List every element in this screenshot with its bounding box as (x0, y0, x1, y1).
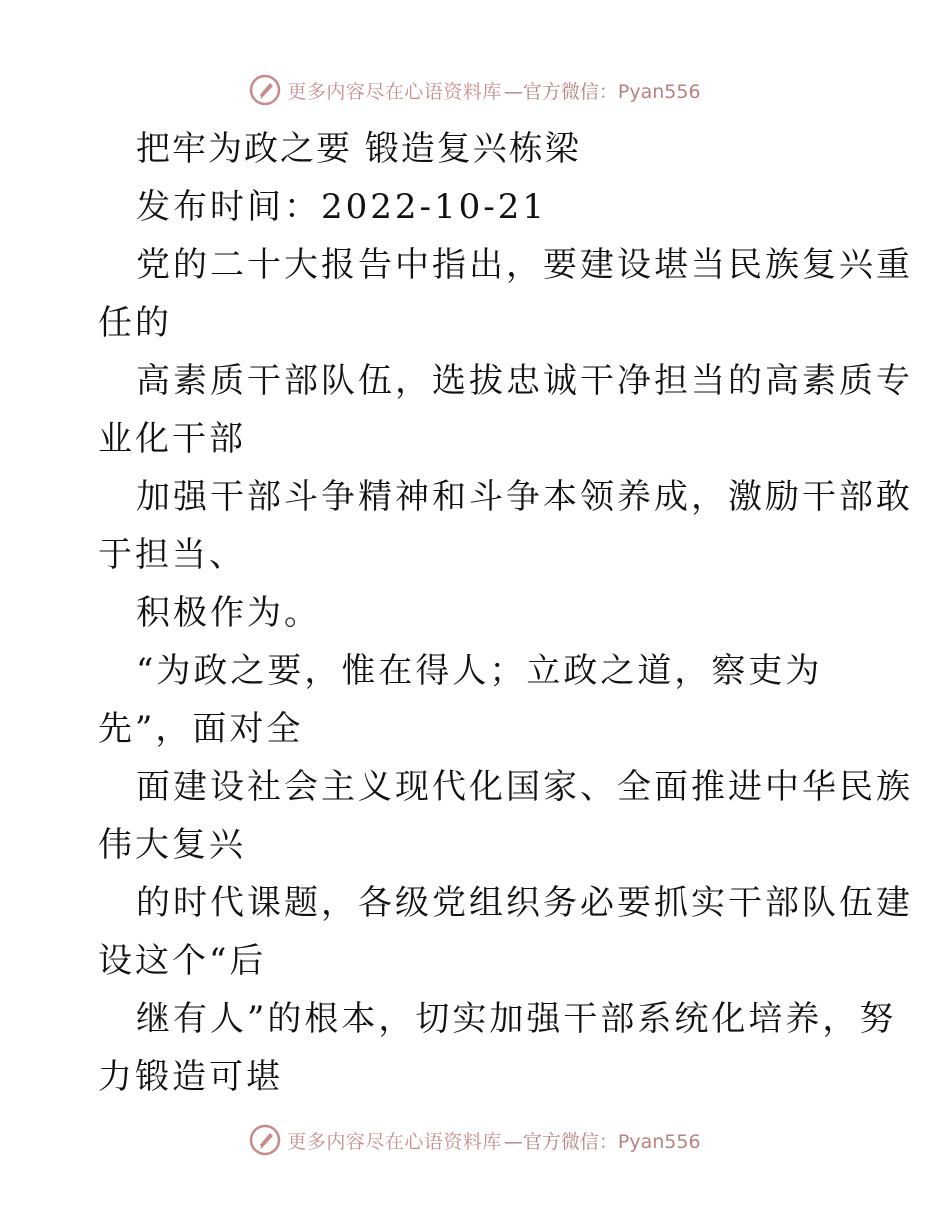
watermark-wechat: —官方微信：Pyan556 (503, 1130, 701, 1153)
paragraph-line: 于担当、 (98, 535, 246, 575)
paragraph-line: 积极作为。 (136, 593, 321, 633)
paragraph-line: 高素质干部队伍，选拔忠诚干净担当的高素质专 (136, 361, 913, 401)
paragraph-line: 先”，面对全 (98, 709, 304, 749)
paragraph-line: “为政之要，惟在得人；立政之道，察吏为 (136, 651, 823, 691)
paragraph-line: 伟大复兴 (98, 825, 246, 865)
watermark-wechat: —官方微信：Pyan556 (503, 80, 701, 103)
pen-circle-logo-icon (249, 1124, 281, 1156)
document-body (98, 120, 913, 1106)
watermark-text: 更多内容尽在心语资料库 (287, 1130, 502, 1153)
paragraph-line: 业化干部 (98, 419, 246, 459)
paragraph-line: 加强干部斗争精神和斗争本领养成，激励干部敢 (136, 477, 913, 517)
footer-watermark (0, 1120, 950, 1160)
paragraph-line: 力锻造可堪 (98, 1057, 283, 1097)
paragraph-line: 任的 (98, 303, 172, 343)
pen-circle-logo-icon (249, 74, 281, 106)
paragraph-line: 继有人”的根本，切实加强干部系统化培养，努 (136, 999, 897, 1039)
paragraph-line: 的时代课题，各级党组织务必要抓实干部队伍建 (136, 883, 913, 923)
paragraph-line: 设这个“后 (98, 941, 267, 981)
paragraph-line: 党的二十大报告中指出，要建设堪当民族复兴重 (136, 245, 913, 285)
publish-date: 发布时间：2022-10-21 (136, 187, 548, 227)
paragraph-line: 面建设社会主义现代化国家、全面推进中华民族 (136, 767, 913, 807)
document-title: 把牢为政之要 锻造复兴栋梁 (136, 129, 581, 169)
watermark-text: 更多内容尽在心语资料库 (287, 80, 502, 103)
header-watermark (0, 70, 950, 110)
